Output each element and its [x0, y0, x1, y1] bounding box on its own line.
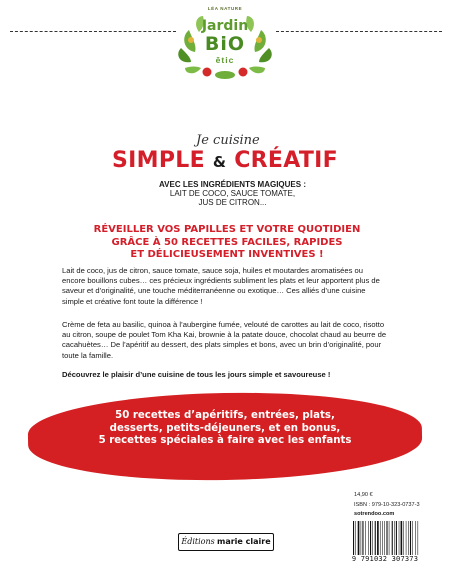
price: 14,90 € [354, 492, 373, 498]
body-paragraph-ingredients: Lait de coco, jus de citron, sauce tomate, sauce soja, huiles et moutardes aromatisées ou encore bouillons cubes… ces précieux ingrédients subliment les plats et leur apportent plus de saveur et d’originalité, une touche méditerranéenne ou exotique… Ces alliés d’une cuisine simple et créative font toute la différence ! [62, 266, 380, 306]
barcode-bar [408, 521, 409, 555]
barcode-bar [392, 521, 393, 555]
banner-line-2: desserts, petits-déjeuners, et en bonus, [109, 422, 341, 434]
tagline-line-2: GRÂCE À 50 RECETTES FACILES, RAPIDES [111, 236, 343, 248]
barcode-bar [365, 521, 366, 555]
isbn: ISBN : 979-10-323-0737-3 [354, 502, 420, 508]
banner-text [60, 410, 390, 448]
tagline [82, 224, 372, 262]
barcode-bar [353, 521, 354, 555]
barcode-bar [377, 521, 379, 555]
magic-ingredients-line-2: JUS DE CITRON... [198, 198, 267, 207]
magic-ingredients [150, 180, 315, 207]
barcode-bar [368, 521, 369, 555]
publisher-brand: marie claire [216, 537, 271, 546]
body-paragraph-recipes: Crème de feta au basilic, quinoa à l’aubergine fumée, velouté de carottes au lait de coco, risotto au citron, soupe de poulet Tom Kha Kai, brownie à la patate douce, chocolat chaud au beurre de cacahuètes… De l’apéritif au dessert, des plats simples et bons, avec un brin d’originalité, pour toute la famille. [62, 320, 387, 360]
logo-bio-text: BiO [204, 33, 246, 55]
barcode-bar [362, 521, 363, 555]
magic-ingredients-line-1: LAIT DE COCO, SAUCE TOMATE, [169, 189, 296, 198]
logo-jardin-text: Jardin [201, 18, 249, 34]
barcode-bar [403, 521, 404, 555]
dashed-rule-left [10, 31, 176, 32]
barcode-bar [418, 521, 419, 555]
title-part-simple: SIMPLE [112, 148, 205, 173]
barcode-bar [386, 521, 387, 555]
publisher-logo [178, 533, 274, 551]
tagline-line-1: RÉVEILLER VOS PAPILLES ET VOTRE QUOTIDIEN [93, 224, 361, 235]
barcode-bar [412, 521, 413, 555]
barcode-bar [401, 521, 403, 555]
barcode-bar [394, 521, 395, 555]
barcode-bar [375, 521, 376, 555]
book-title [100, 148, 350, 173]
jardin-bio-logo [177, 6, 273, 80]
barcode-bar [406, 521, 407, 555]
barcode-bar [389, 521, 390, 555]
body-paragraph-discover: Découvrez le plaisir d’une cuisine de tous les jours simple et savoureuse ! [62, 370, 331, 379]
publisher-prefix: Éditions [181, 537, 215, 546]
barcode-bar [399, 521, 400, 555]
website: sotrendoo.com [354, 511, 395, 517]
magic-ingredients-heading: AVEC LES INGRÉDIENTS MAGIQUES : [159, 180, 306, 189]
barcode-bar [355, 521, 356, 555]
dashed-rule-right [276, 31, 442, 32]
barcode-bar [382, 521, 383, 555]
logo-brand-caption: LÉA NATURE [207, 6, 243, 11]
barcode-bar [358, 521, 360, 555]
title-part-creatif: CRÉATIF [234, 148, 338, 173]
barcode-bar [396, 521, 397, 555]
banner-line-3: 5 recettes spéciales à faire avec les enfants [98, 435, 352, 447]
barcode-bar [380, 521, 381, 555]
title-ampersand: & [212, 153, 227, 171]
barcode-bar [384, 521, 385, 555]
title-kicker: Je cuisine [196, 133, 260, 148]
banner-line-1: 50 recettes d’apéritifs, entrées, plats, [115, 410, 335, 421]
barcode-bar [370, 521, 371, 555]
tagline-line-3: ET DÉLICIEUSEMENT INVENTIVES ! [130, 249, 324, 260]
barcode [352, 521, 420, 555]
barcode-bar [372, 521, 373, 555]
logo-etic-text: ētic [215, 55, 235, 65]
barcode-digits: 9 791032 307373 [351, 555, 419, 563]
barcode-bar [361, 521, 362, 555]
barcode-bar [410, 521, 411, 555]
barcode-bar [415, 521, 416, 555]
